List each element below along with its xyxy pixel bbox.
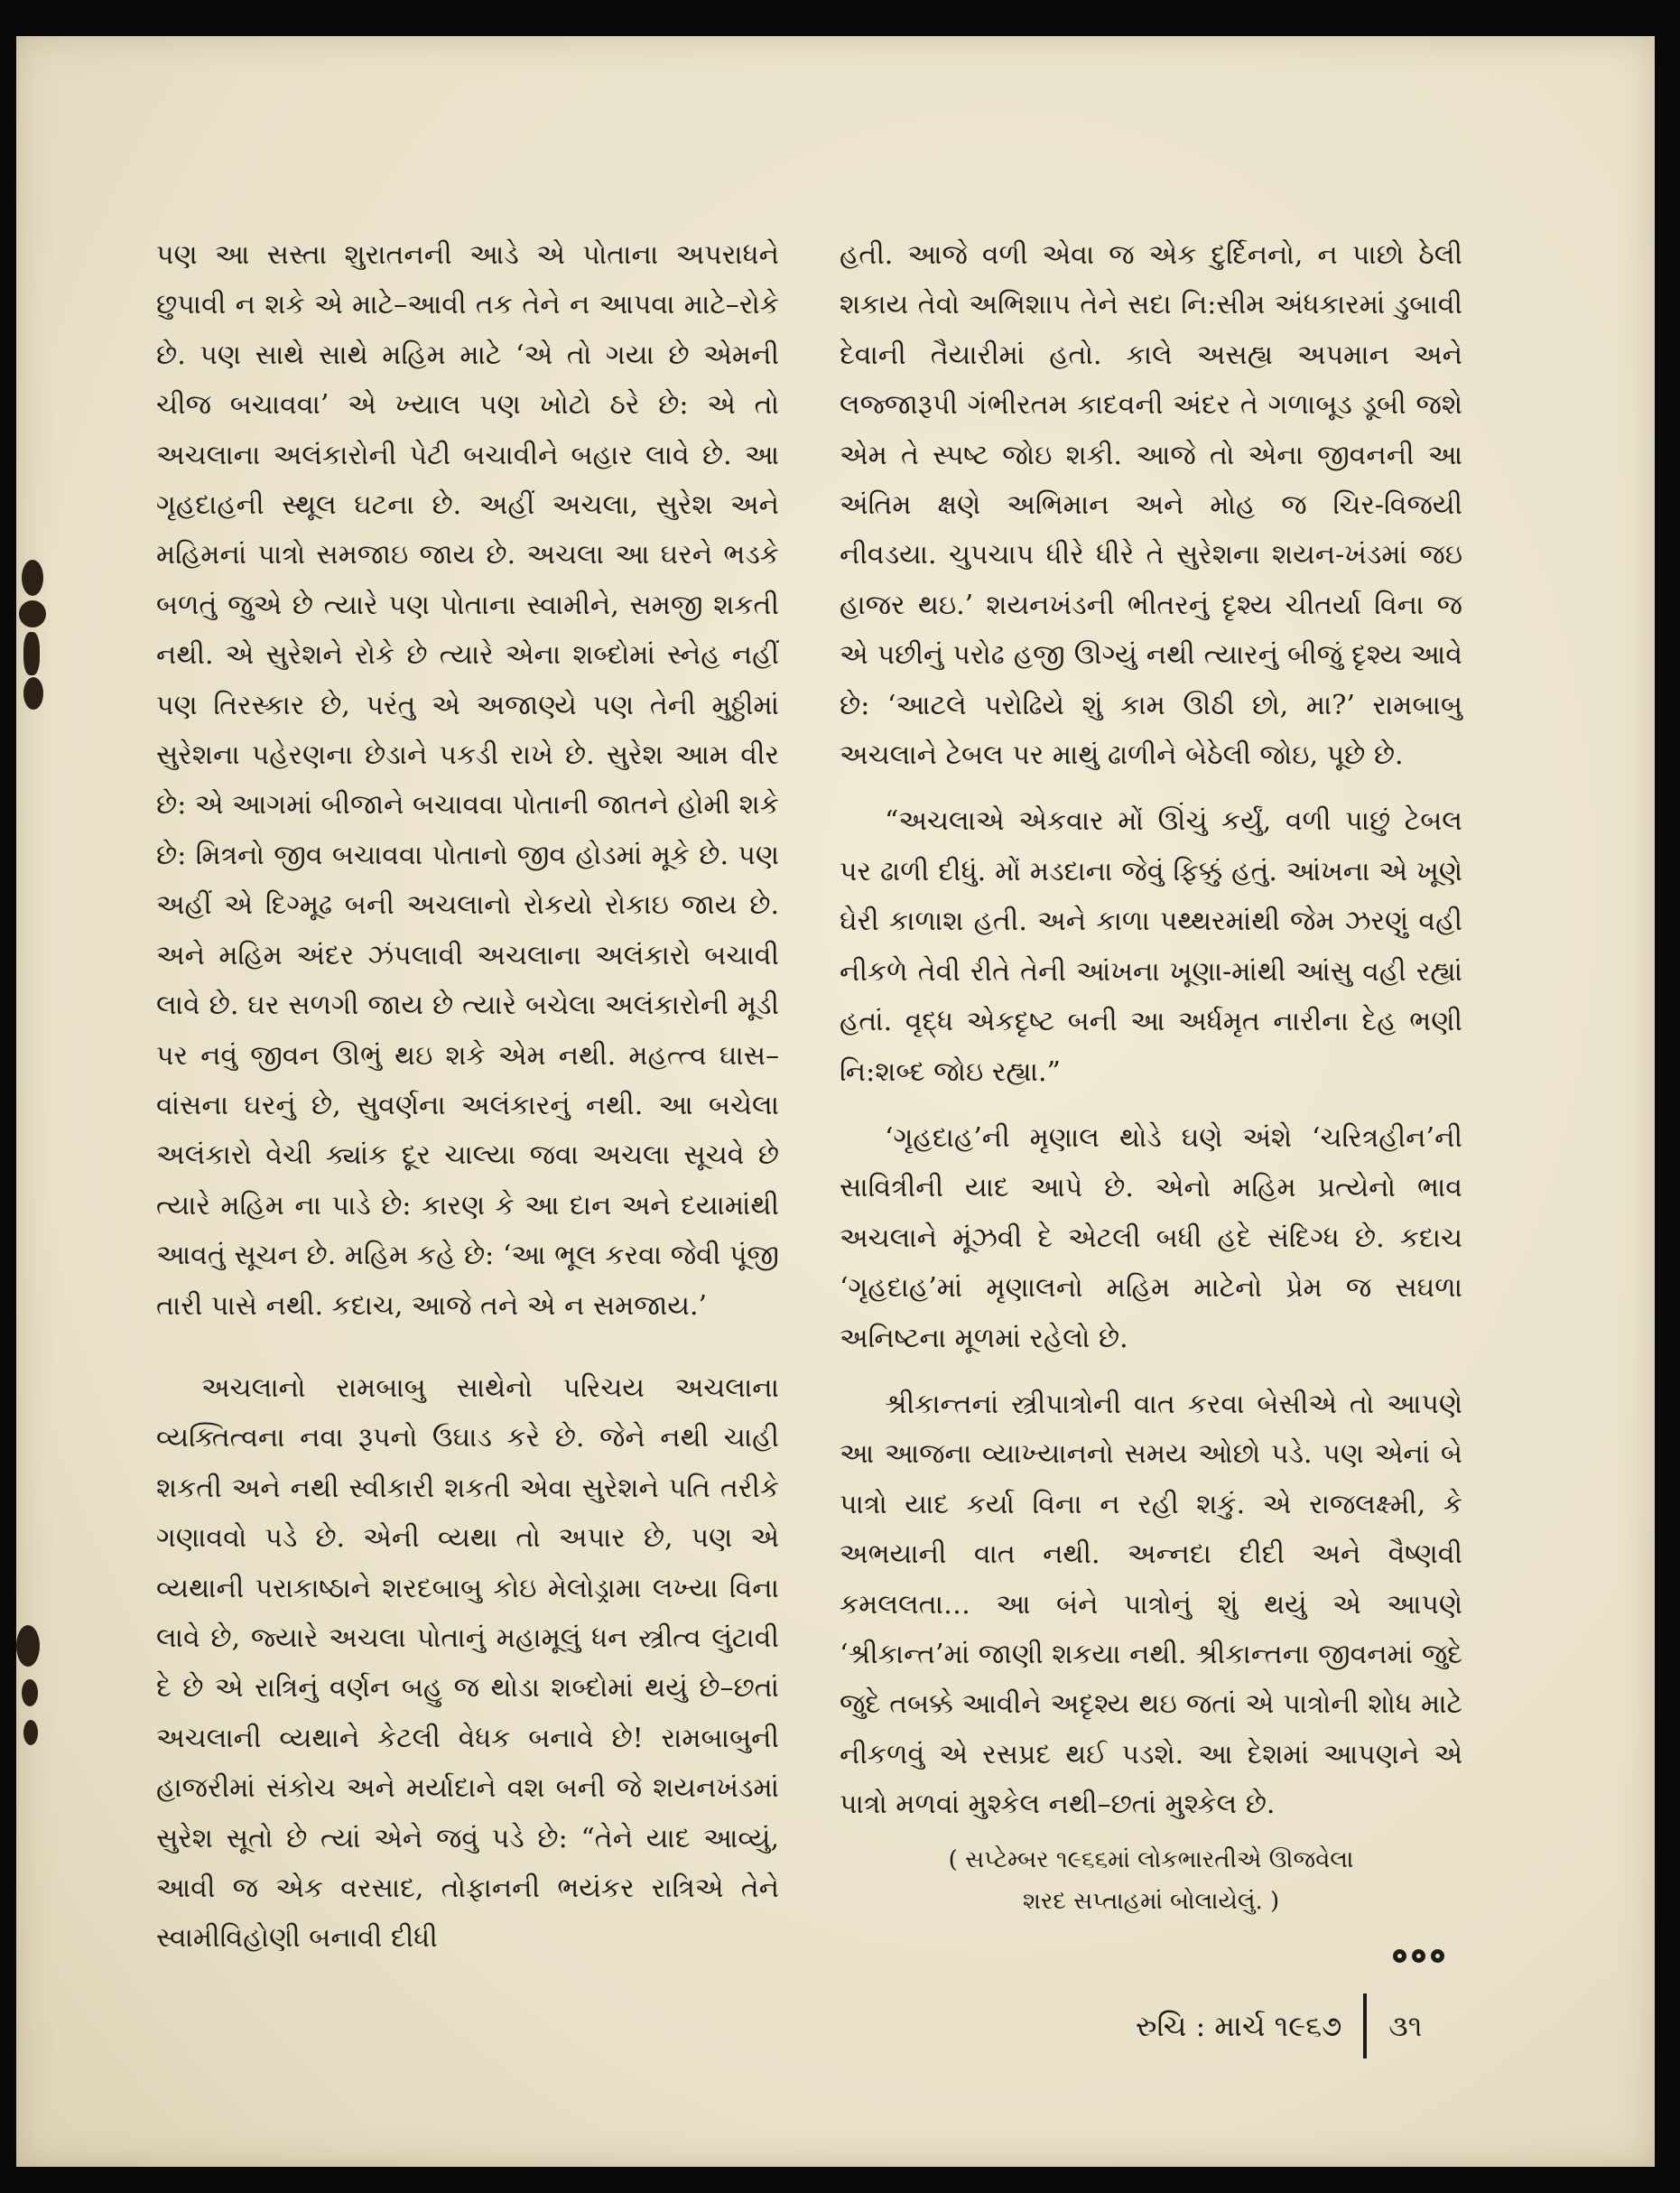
left-paragraph-1: પણ આ સસ્તા શુરાતનની આડે એ પોતાના અપરાધને છુપાવી ન શકે એ માટે–આવી તક તેને ન આપવા માટે–રોકે છે. પણ સાથે સાથે મહિમ માટે ‘એ તો ગયા છે એમની ચીજ બચાવવા’ એ ખ્યાલ પણ ખોટો ઠરે છે: એ તો અચલાના અલંકારોની પેટી બચાવીને બહાર લાવે છે. આ ગૃહદાહની સ્થૂલ ઘટના છે. અહીં અચલા, સુરેશ અને મહિમનાં પાત્રો સમજાઇ જાય છે. અચલા આ ઘરને ભડકે બળતું જુએ છે ત્યારે પણ પોતાના સ્વામીને, સમજી શકતી નથી. એ સુરેશને રોકે છે ત્યારે એના શબ્દોમાં સ્નેહ નહીં પણ તિરસ્કાર છે, પરંતુ એ અજાણ્યે પણ તેની મુઠ્ઠીમાં સુરેશના પહેરણના છેડાને પકડી રાખે છે. સુરેશ આમ વીર છે: એ આગમાં બીજાને બચાવવા પોતાની જાતને હોમી શકે છે: મિત્રનો જીવ બચાવવા પોતાનો જીવ હોડમાં મૂકે છે. પણ અહીં એ દિગ્મૂઢ બની અચલાનો રોકયો રોકાઇ જાય છે. અને મહિમ અંદર ઝંપલાવી અચલાના અલંકારો બચાવી લાવે છે. ઘર સળગી જાય છે ત્યારે બચેલા અલંકારોની મૂડી પર નવું જીવન ઊભું થઇ શકે એમ નથી. મહત્ત્વ ઘાસ–વાંસના ઘરનું છે, સુવર્ણના અલંકારનું નથી. આ બચેલા અલંકારો વેચી ક્યાંક દૂર ચાલ્યા જવા અચલા સૂચવે છે ત્યારે મહિમ ના પાડે છે: કારણ કે આ દાન અને દયામાંથી આવતું સૂચન છે. મહિમ કહે છે: ‘આ ભૂલ કરવા જેવી પૂંજી તારી પાસે નથી. કદાચ, આજે તને એ ન સમજાય.’	[156, 239, 779, 1322]
right-paragraph-4: શ્રીકાન્તનાં સ્ત્રીપાત્રોની વાત કરવા બેસીએ તો આપણે આ આજના વ્યાખ્યાનનો સમય ઓછો પડે. પણ એનાં બે પાત્રો યાદ કર્યા વિના ન રહી શકું. એ રાજલક્ષ્મી, કે અભયાની વાત નથી. અન્નદા દીદી અને વૈષ્ણવી કમલલતા… આ બંને પાત્રોનું શું થયું એ આપણે ‘શ્રીકાન્ત’માં જાણી શકયા નથી. શ્રીકાન્તના જીવનમાં જુદે જુદે તબક્કે આવીને અદૃશ્ય થઇ જતાં એ પાત્રોની શોધ માટે નીકળવું એ રસપ્રદ થઈ પડશે. આ દેશમાં આપણને એ પાત્રો મળવાં મુશ્કેલ નથી–છતાં મુશ્કેલ છે.	[840, 1388, 1462, 1821]
ink-stain	[22, 560, 43, 596]
source-note-line-1: ( સપ્ટેમ્બર ૧૯૬૬માં લોકભારતીએ ઊજવેલા	[948, 1845, 1354, 1873]
source-note	[840, 1839, 1462, 1922]
end-ornament	[840, 1929, 1462, 1979]
right-paragraph-1: હતી. આજે વળી એવા જ એક દુર્દિનનો, ન પાછો ઠેલી શકાય તેવો અભિશાપ તેને સદા નિ:સીમ અંધકારમાં ડુબાવી દેવાની તૈયારીમાં હતો. કાલે અસહ્ય અપમાન અને લજ્જારૂપી ગંભીરતમ કાદવની અંદર તે ગળાબૂડ ડૂબી જશે એમ તે સ્પષ્ટ જોઇ શકી. આજે તો એના જીવનની આ અંતિમ ક્ષણે અભિમાન અને મોહ જ ચિર-વિજયી નીવડયા. ચુપચાપ ધીરે ધીરે તે સુરેશના શયન-ખંડમાં જઇ હાજર થઇ.’ શયનખંડની ભીતરનું દૃશ્ય ચીતર્યા વિના જ એ પછીનું પરોઢ હજી ઊગ્યું નથી ત્યારનું બીજું દૃશ્ય આવે છે: ‘આટલે પરોઢિયે શું કામ ઊઠી છો, મા?’ રામબાબુ અચલાને ટેબલ પર માથું ઢાળીને બેઠેલી જોઇ, પૂછે છે.	[840, 239, 1462, 772]
left-column	[156, 230, 779, 1964]
ornament-dot-icon	[1393, 1949, 1406, 1963]
right-paragraph-quote: “અચલાએ એકવાર મોં ઊંચું કર્યું, વળી પાછું ટેબલ પર ઢાળી દીધું. મોં મડદાના જેવું ફિક્કું હતું. આંખના એ ખૂણે ઘેરી કાળાશ હતી. અને કાળા પથ્થરમાંથી જેમ ઝરણું વહી નીકળે તેવી રીતે તેની આંખના ખૂણા-માંથી આંસુ વહી રહ્યાં હતાં. વૃદ્ધ એકદૃષ્ટ બની આ અર્ધમૃત નારીના દેહ ભણી નિ:શબ્દ જોઇ રહ્યા.”	[840, 805, 1462, 1088]
ink-stain	[23, 1720, 38, 1745]
ink-stain	[23, 632, 40, 675]
page-footer	[1136, 1993, 1422, 2058]
footer-divider	[1363, 1993, 1367, 2058]
ink-stain	[23, 677, 43, 710]
magazine-page	[16, 36, 1655, 2167]
ornament-dot-icon	[1412, 1949, 1425, 1963]
ink-stain	[22, 1679, 38, 1706]
right-column	[840, 230, 1462, 1979]
ink-stain	[19, 600, 46, 627]
source-note-line-2: શરદ સપ્તાહમાં બોલાયેલું. )	[1022, 1887, 1280, 1915]
ink-stain	[16, 1625, 40, 1667]
page-number: ૩૧	[1388, 2008, 1423, 2043]
ornament-dot-icon	[1431, 1949, 1444, 1963]
magazine-issue: રુચિ : માર્ચ ૧૯૬૭	[1136, 2008, 1342, 2043]
left-paragraph-2: અચલાનો રામબાબુ સાથેનો પરિચય અચલાના વ્યક્તિત્વના નવા રૂપનો ઉઘાડ કરે છે. જેને નથી ચાહી શકતી અને નથી સ્વીકારી શકતી એવા સુરેશને પતિ તરીકે ગણાવવો પડે છે. એની વ્યથા તો અપાર છે, પણ એ વ્યથાની પરાકાષ્ઠાને શરદબાબુ કોઇ મેલોડ્રામા લખ્યા વિના લાવે છે, જ્યારે અચલા પોતાનું મહામૂલું ધન સ્ત્રીત્વ લુંટાવી દે છે એ રાત્રિનું વર્ણન બહુ જ થોડા શબ્દોમાં થયું છે–છતાં અચલાની વ્યથાને કેટલી વેધક બનાવે છે! રામબાબુની હાજરીમાં સંકોચ અને મર્યાદાને વશ બની જે શયનખંડમાં સુરેશ સૂતો છે ત્યાં એને જવું પડે છે: “તેને યાદ આવ્યું, આવી જ એક વરસાદ, તોફાનની ભયંકર રાત્રિએ તેને સ્વામીવિહોણી બનાવી દીધી	[156, 1371, 779, 1955]
right-paragraph-3: ‘ગૃહદાહ’ની મૃણાલ થોડે ઘણે અંશે ‘ચરિત્રહીન’ની સાવિત્રીની યાદ આપે છે. એનો મહિમ પ્રત્યેનો ભાવ અચલાને મૂંઝવી દે એટલી બધી હદે સંદિગ્ધ છે. કદાચ ‘ગૃહદાહ’માં મૃણાલનો મહિમ માટેનો પ્રેમ જ સઘળા અનિષ્ટના મૂળમાં રહેલો છે.	[840, 1121, 1462, 1354]
